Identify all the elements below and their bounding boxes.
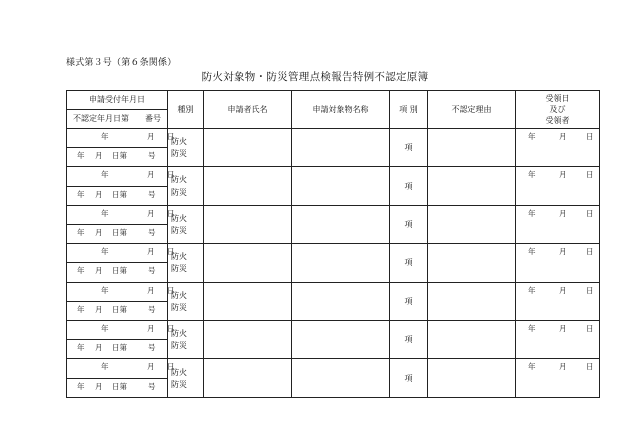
receipt-date-cell[interactable] — [67, 129, 175, 148]
month-label: 月 — [147, 132, 155, 141]
table-row-receipt — [67, 282, 600, 301]
year-label: 年 — [77, 151, 85, 161]
kind-fire: 防火 — [171, 329, 187, 339]
header-kind: 種別 — [168, 91, 204, 129]
nonapproval-date-cell[interactable] — [67, 186, 168, 205]
header-applicant: 申請者氏名 — [204, 91, 292, 129]
header-received — [516, 91, 600, 129]
header-received-and: 及び — [549, 104, 566, 114]
nonapproval-date-cell[interactable] — [67, 148, 168, 167]
item-label: 項 — [404, 373, 413, 383]
applicant-cell[interactable] — [204, 167, 292, 205]
received-day-label: 日 — [586, 132, 594, 141]
kind-disaster: 防災 — [171, 341, 187, 351]
object-name-cell[interactable] — [292, 282, 390, 320]
header-item-type: 項 別 — [390, 91, 428, 129]
reason-cell[interactable] — [428, 282, 516, 320]
reason-cell[interactable] — [428, 244, 516, 282]
day-number-label: 日第 — [112, 304, 127, 314]
nonapproval-date-cell[interactable] — [67, 340, 168, 359]
year-label: 年 — [77, 381, 85, 391]
kind-fire: 防火 — [171, 290, 187, 300]
month-label: 月 — [147, 170, 155, 180]
kind-disaster: 防災 — [171, 302, 187, 312]
table-row-receipt — [67, 129, 600, 148]
received-month-label: 月 — [559, 247, 567, 257]
kind-fire: 防火 — [171, 213, 187, 223]
nonapproval-date-cell[interactable] — [67, 378, 168, 397]
received-year-label: 年 — [528, 247, 536, 257]
year-label: 年 — [101, 324, 109, 334]
number-label: 号 — [148, 189, 156, 199]
received-year-label: 年 — [528, 208, 536, 218]
kind-disaster: 防災 — [171, 149, 187, 159]
kind-disaster: 防災 — [171, 379, 187, 389]
item-cell[interactable] — [390, 205, 428, 243]
item-cell[interactable] — [390, 244, 428, 282]
received-cell[interactable] — [516, 321, 600, 359]
day-label: 日 — [167, 285, 175, 295]
item-label: 項 — [404, 258, 413, 268]
item-label: 項 — [404, 219, 413, 229]
applicant-cell[interactable] — [204, 129, 292, 167]
document-title: 防火対象物・防災管理点検報告特例不認定原簿 — [201, 71, 429, 83]
month-label: 月 — [95, 304, 103, 314]
year-label: 年 — [77, 304, 85, 314]
reason-cell[interactable] — [428, 167, 516, 205]
month-label: 月 — [95, 381, 103, 391]
item-label: 項 — [404, 181, 413, 191]
year-label: 年 — [77, 343, 85, 353]
header-receiver: 受領者 — [545, 116, 570, 126]
year-label: 年 — [101, 170, 109, 180]
received-year-label: 年 — [528, 285, 536, 295]
month-label: 月 — [95, 228, 103, 238]
received-day-label: 日 — [586, 170, 594, 180]
reason-cell[interactable] — [428, 359, 516, 398]
number-label: 号 — [148, 151, 156, 161]
received-cell[interactable] — [516, 167, 600, 205]
day-label: 日 — [167, 170, 175, 180]
kind-disaster: 防災 — [171, 187, 187, 197]
item-cell[interactable] — [390, 129, 428, 167]
day-label: 日 — [167, 362, 175, 372]
receipt-date-cell[interactable] — [67, 244, 175, 263]
reason-cell[interactable] — [428, 129, 516, 167]
header-receipt-date: 申請受付年月日 — [67, 91, 168, 110]
ledger-body — [67, 129, 600, 398]
number-label: 号 — [148, 304, 156, 314]
receipt-date-cell[interactable] — [67, 205, 175, 224]
day-label: 日 — [167, 132, 175, 141]
day-number-label: 日第 — [112, 266, 127, 276]
received-cell[interactable] — [516, 205, 600, 243]
received-year-label: 年 — [528, 170, 536, 180]
month-label: 月 — [147, 208, 155, 218]
month-label: 月 — [95, 151, 103, 161]
table-row-receipt — [67, 359, 600, 378]
applicant-cell[interactable] — [204, 321, 292, 359]
day-number-label: 日第 — [112, 228, 127, 238]
item-label: 項 — [404, 143, 413, 153]
header-reason: 不認定理由 — [428, 91, 516, 129]
month-label: 月 — [95, 189, 103, 199]
table-row-receipt — [67, 244, 600, 263]
object-name-cell[interactable] — [292, 205, 390, 243]
number-label: 号 — [148, 343, 156, 353]
header-nonapproval-date: 不認定年月日第 番号 — [67, 110, 168, 129]
year-label: 年 — [101, 208, 109, 218]
applicant-cell[interactable] — [204, 244, 292, 282]
received-day-label: 日 — [586, 362, 594, 372]
table-row-receipt — [67, 321, 600, 340]
received-month-label: 月 — [559, 208, 567, 218]
received-day-label: 日 — [586, 285, 594, 295]
receipt-date-cell[interactable] — [67, 167, 175, 186]
kind-fire: 防火 — [171, 175, 187, 185]
month-label: 月 — [95, 266, 103, 276]
applicant-cell[interactable] — [204, 282, 292, 320]
year-label: 年 — [77, 189, 85, 199]
received-cell[interactable] — [516, 282, 600, 320]
object-name-cell[interactable] — [292, 321, 390, 359]
year-label: 年 — [101, 132, 109, 141]
month-label: 月 — [95, 343, 103, 353]
received-day-label: 日 — [586, 247, 594, 257]
received-month-label: 月 — [559, 132, 567, 141]
object-name-cell[interactable] — [292, 244, 390, 282]
item-cell[interactable] — [390, 321, 428, 359]
month-label: 月 — [147, 247, 155, 257]
object-name-cell[interactable] — [292, 129, 390, 167]
received-cell[interactable] — [516, 129, 600, 167]
day-number-label: 日第 — [112, 189, 127, 199]
received-cell[interactable] — [516, 244, 600, 282]
object-name-cell[interactable] — [292, 167, 390, 205]
receipt-date-cell[interactable] — [67, 359, 175, 378]
number-label: 号 — [148, 266, 156, 276]
nonapproval-date-cell[interactable] — [67, 301, 168, 320]
receipt-date-cell[interactable] — [67, 282, 175, 301]
item-cell[interactable] — [390, 282, 428, 320]
year-label: 年 — [101, 247, 109, 257]
received-month-label: 月 — [559, 324, 567, 334]
day-label: 日 — [167, 324, 175, 334]
number-label: 号 — [148, 381, 156, 391]
received-month-label: 月 — [559, 362, 567, 372]
received-year-label: 年 — [528, 132, 536, 141]
month-label: 月 — [147, 362, 155, 372]
applicant-cell[interactable] — [204, 205, 292, 243]
kind-disaster: 防災 — [171, 226, 187, 236]
item-cell[interactable] — [390, 359, 428, 398]
received-year-label: 年 — [528, 324, 536, 334]
form-number: 様式第３号（第６条関係） — [66, 58, 177, 68]
item-label: 項 — [404, 335, 413, 345]
day-number-label: 日第 — [112, 343, 127, 353]
applicant-cell[interactable] — [204, 359, 292, 398]
received-year-label: 年 — [528, 362, 536, 372]
received-day-label: 日 — [586, 208, 594, 218]
year-label: 年 — [77, 266, 85, 276]
kind-fire: 防火 — [171, 367, 187, 377]
header-received-date: 受領日 — [545, 93, 570, 103]
reason-cell[interactable] — [428, 321, 516, 359]
ledger-table — [66, 90, 600, 398]
table-row-receipt — [67, 167, 600, 186]
kind-disaster: 防災 — [171, 264, 187, 274]
header-object-name: 申請対象物名称 — [292, 91, 390, 129]
nonapproval-date-cell[interactable] — [67, 225, 168, 244]
year-label: 年 — [101, 285, 109, 295]
received-month-label: 月 — [559, 170, 567, 180]
day-label: 日 — [167, 208, 175, 218]
item-label: 項 — [404, 296, 413, 306]
kind-fire: 防火 — [171, 252, 187, 262]
received-day-label: 日 — [586, 324, 594, 334]
received-cell[interactable] — [516, 359, 600, 398]
object-name-cell[interactable] — [292, 359, 390, 398]
nonapproval-date-cell[interactable] — [67, 263, 168, 282]
year-label: 年 — [77, 228, 85, 238]
item-cell[interactable] — [390, 167, 428, 205]
day-number-label: 日第 — [112, 381, 127, 391]
receipt-date-cell[interactable] — [67, 321, 175, 340]
month-label: 月 — [147, 324, 155, 334]
received-month-label: 月 — [559, 285, 567, 295]
day-number-label: 日第 — [112, 151, 127, 161]
kind-fire: 防火 — [171, 137, 187, 147]
reason-cell[interactable] — [428, 205, 516, 243]
year-label: 年 — [101, 362, 109, 372]
month-label: 月 — [147, 285, 155, 295]
table-row-receipt — [67, 205, 600, 224]
day-label: 日 — [167, 247, 175, 257]
number-label: 号 — [148, 228, 156, 238]
